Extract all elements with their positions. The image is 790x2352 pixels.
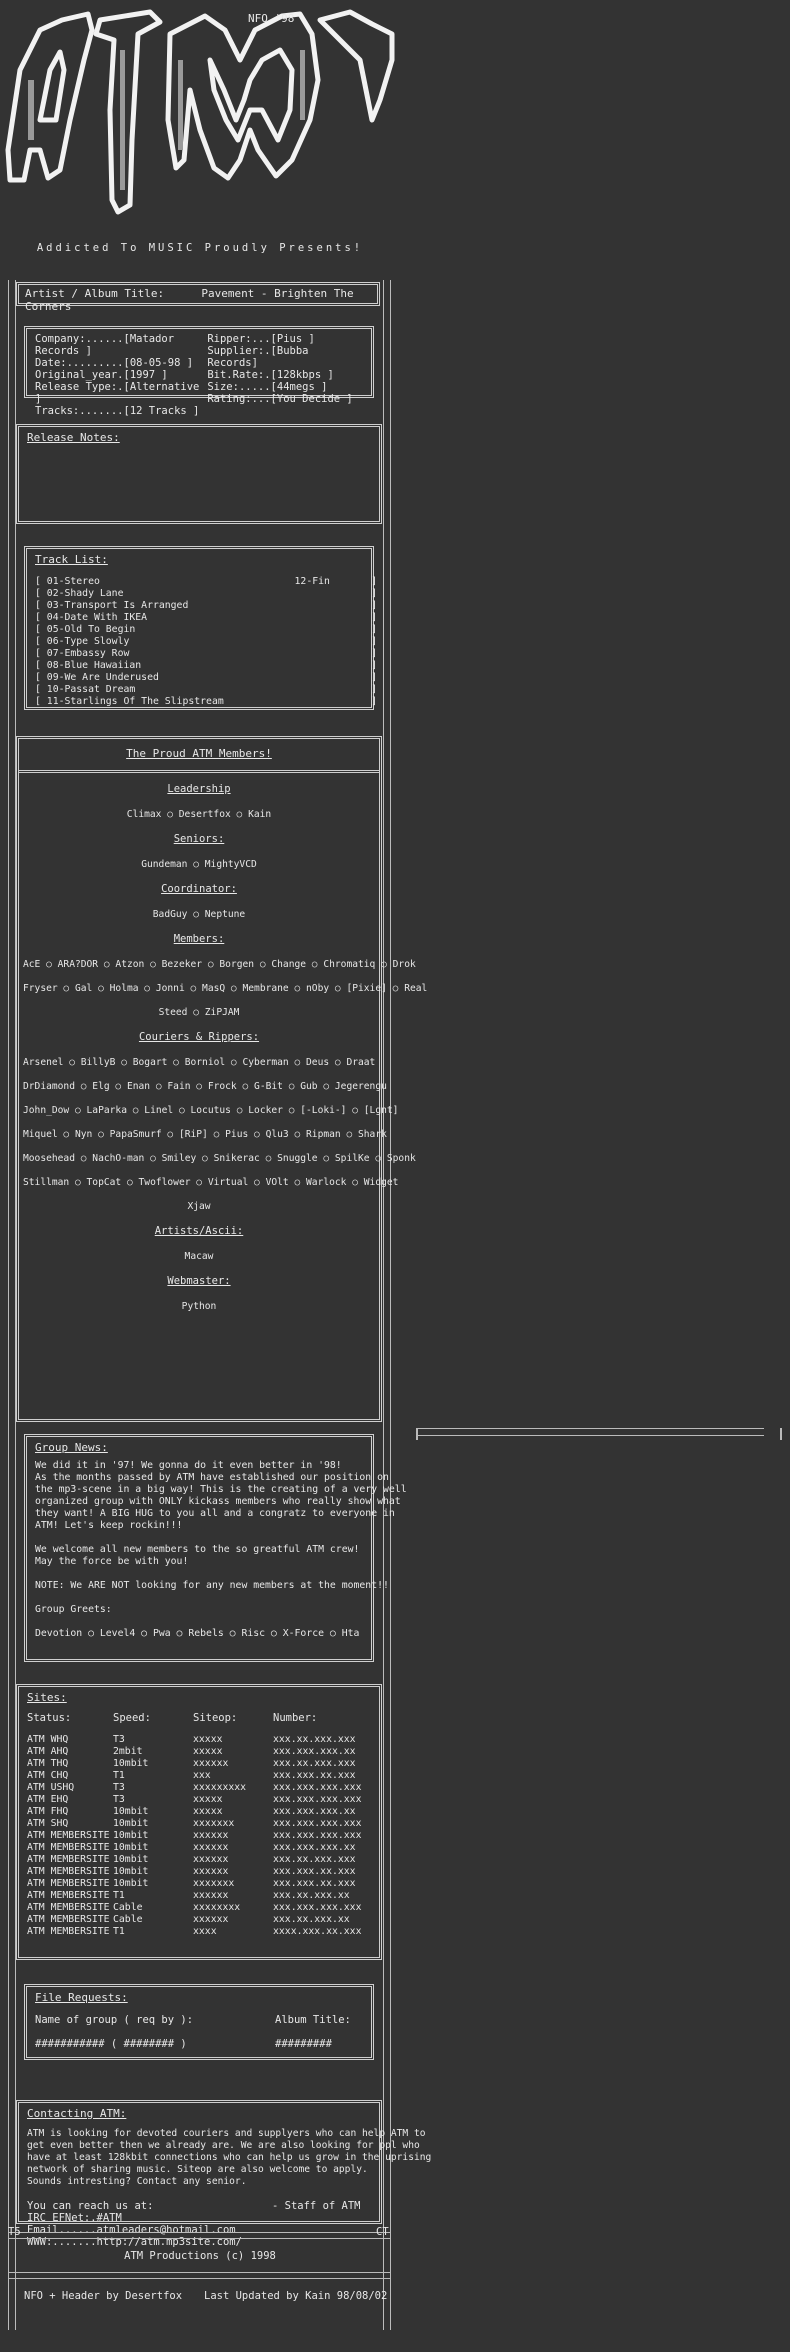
site-cell: xxxxxxxxx (193, 1782, 247, 1793)
site-row (27, 1878, 371, 1890)
nfo-label: NFO '98 (248, 12, 295, 25)
site-row (27, 1746, 371, 1758)
members-box (16, 736, 428, 1422)
site-cell: ATM EHQ (27, 1794, 69, 1805)
frame-rail-left (8, 280, 16, 2330)
member-names-line: Arsenel ○ BillyB ○ Bogart ○ Borniol ○ Cyberman ○ Deus ○ Draat (23, 1057, 376, 1068)
member-section-heading: Members: (173, 933, 225, 945)
footer-mark-right: CT (376, 2226, 389, 2238)
site-row (27, 1854, 371, 1866)
member-section-heading: Coordinator: (161, 883, 237, 895)
track-item: [ 03-Transport Is Arranged ] (35, 600, 378, 611)
site-cell: xxx.xxx.xxx.xx (273, 1842, 356, 1853)
site-cell: 10mbit (113, 1866, 149, 1877)
members-title: The Proud ATM Members! (126, 747, 272, 760)
track-item: [ 02-Shady Lane ] (35, 588, 378, 599)
atm-logo (0, 0, 400, 240)
site-cell: xxxxxx (193, 1866, 229, 1877)
member-sections (23, 783, 428, 1313)
footer-credit-left: NFO + Header by Desertfox (24, 2290, 183, 2302)
site-cell: xxxxxx (193, 1914, 229, 1925)
member-section-heading: Seniors: (173, 833, 225, 845)
track-item: [ 08-Blue Hawaiian ] (35, 660, 378, 671)
news-greets-label: Group Greets: (35, 1604, 112, 1615)
site-cell: ATM MEMBERSITE (27, 1926, 110, 1937)
news-box (24, 1434, 407, 1662)
site-row (27, 1830, 371, 1842)
side-divider-tick-right (780, 1428, 782, 1440)
contact-reach: You can reach us at: - Staff of ATM (27, 2200, 361, 2212)
site-cell: ATM MEMBERSITE (27, 1890, 110, 1901)
track-item: [ 09-We Are Underused ] (35, 672, 378, 683)
site-cell: T1 (113, 1890, 125, 1901)
info-date: Date:.........[08-05-98 ] (35, 357, 194, 369)
site-cell: ATM MEMBERSITE (27, 1878, 110, 1889)
site-cell: xxx.xxx.xx.xxx (273, 1878, 356, 1889)
contact-title: Contacting ATM: (27, 2107, 127, 2120)
footer-rule-2 (8, 2272, 390, 2279)
site-cell: xxx (193, 1770, 211, 1781)
site-cell: xxx.xx.xxx.xxx (273, 1854, 356, 1865)
track-item: [ 01-Stereo 12-Fin ] (35, 576, 378, 587)
requests-labels: Name of group ( req by ): Album Title: (35, 2014, 351, 2026)
member-names-line: John_Dow ○ LaParka ○ Linel ○ Locutus ○ Locker ○ [-Loki-] ○ [Lgnt] (23, 1105, 399, 1116)
sites-title: Sites: (27, 1691, 67, 1704)
contact-body: ATM is looking for devoted couriers and supplyers who can help ATM to get even better then we already are. We are also looking for ppl who have at least 128kbit connections who can help us grow in the uprising network of sharing music. Siteop are also welcome to apply. Sounds intresting? Contact any senior. (27, 2128, 432, 2187)
side-divider (416, 1428, 764, 1436)
site-cell: 10mbit (113, 1878, 149, 1889)
footer-mark-left: T5 (8, 2226, 21, 2238)
site-cell: xxxx (193, 1926, 217, 1937)
site-cell: T3 (113, 1782, 125, 1793)
site-cell: 10mbit (113, 1818, 149, 1829)
info-original-year: Original_year.[1997 ] (35, 369, 168, 381)
footer-productions: ATM Productions (c) 1998 (124, 2250, 276, 2262)
site-cell: Cable (113, 1902, 143, 1913)
site-cell: ATM MEMBERSITE (27, 1902, 110, 1913)
site-cell: xxxxxx (193, 1854, 229, 1865)
site-cell: ATM CHQ (27, 1770, 69, 1781)
site-cell: T1 (113, 1926, 125, 1937)
site-cell: xxx.xxx.xxx.xx (273, 1806, 356, 1817)
site-cell: ATM MEMBERSITE (27, 1914, 110, 1925)
site-cell: xxx.xxx.xxx.xxx (273, 1782, 362, 1793)
member-section-heading: Webmaster: (167, 1275, 231, 1287)
site-row (27, 1890, 371, 1902)
site-cell: xxxxx (193, 1734, 223, 1745)
site-cell: T3 (113, 1794, 125, 1805)
info-right (207, 333, 363, 417)
site-row (27, 1818, 371, 1830)
track-item: [ 11-Starlings Of The Slipstream ] (35, 696, 378, 707)
site-cell: ATM THQ (27, 1758, 69, 1769)
site-cell: Cable (113, 1914, 143, 1925)
track-item: [ 07-Embassy Row ] (35, 648, 378, 659)
site-cell: 10mbit (113, 1854, 149, 1865)
site-cell: xxxxxx (193, 1842, 229, 1853)
site-row (27, 1902, 371, 1914)
site-row (27, 1866, 371, 1878)
site-cell: ATM MEMBERSITE (27, 1866, 110, 1877)
sites-table (27, 1734, 371, 1938)
site-cell: xxxxxxxx (193, 1902, 241, 1913)
site-row (27, 1926, 371, 1938)
contact-www-link[interactable]: WWW:.......http://atm.mp3site.com/ (27, 2236, 242, 2248)
info-supplier: Supplier:.[Bubba Records] (207, 345, 309, 369)
title-value: Pavement - Brighten The Corners (25, 287, 354, 313)
contact-email[interactable]: Email......atmleaders@hotmail.com (27, 2224, 236, 2236)
member-names-line: Stillman ○ TopCat ○ Twoflower ○ Virtual ○ VOlt ○ Warlock ○ Widget (23, 1177, 399, 1188)
site-cell: xxx.xxx.xxx.xxx (273, 1902, 362, 1913)
info-release-type: Release Type:.[Alternative ] (35, 381, 200, 405)
site-cell: xxx.xx.xxx.xxx (273, 1758, 356, 1769)
site-row (27, 1782, 371, 1794)
site-cell: xxx.xxx.xxx.xx (273, 1746, 356, 1757)
release-notes-box (16, 424, 382, 524)
site-cell: xxxxxx (193, 1830, 229, 1841)
release-notes-title: Release Notes: (27, 431, 120, 444)
site-row (27, 1794, 371, 1806)
tagline: Addicted To MUSIC Proudly Presents! (36, 242, 364, 254)
info-size: Size:.....[44megs ] (207, 381, 328, 393)
member-section-heading: Artists/Ascii: (154, 1225, 244, 1237)
info-company: Company:......[Matador Records ] (35, 333, 175, 357)
member-names-line: Steed ○ ZiPJAM (158, 1007, 240, 1018)
member-names-line: AcE ○ ARA?DOR ○ Atzon ○ Bezeker ○ Borgen ○ Change ○ Chromatiq ○ Drok (23, 959, 416, 970)
footer-credit-right: Last Updated by Kain 98/08/02 (204, 2290, 388, 2302)
site-cell: xxxxx (193, 1746, 223, 1757)
member-names-line: Gundeman ○ MightyVCD (141, 859, 257, 870)
member-names-line: Xjaw (187, 1201, 211, 1212)
track-item: [ 05-Old To Begin ] (35, 624, 378, 635)
site-cell: 2mbit (113, 1746, 143, 1757)
tracklist-box (24, 546, 378, 710)
requests-box (24, 1984, 374, 2060)
footer-rule (8, 2232, 390, 2239)
site-cell: xxx.xxx.xx.xxx (273, 1770, 356, 1781)
site-cell: xxxxx (193, 1794, 223, 1805)
site-cell: 10mbit (113, 1842, 149, 1853)
site-cell: ATM AHQ (27, 1746, 69, 1757)
member-names-line: Climax ○ Desertfox ○ Kain (126, 809, 272, 820)
site-cell: xxx.xx.xxx.xx (273, 1914, 350, 1925)
site-row (27, 1914, 371, 1926)
site-cell: xxxxxxx (193, 1818, 235, 1829)
site-cell: ATM MEMBERSITE (27, 1842, 110, 1853)
site-cell: xxxxxx (193, 1890, 229, 1901)
site-cell: ATM USHQ (27, 1782, 75, 1793)
title-label: Artist / Album Title: (25, 287, 165, 300)
member-names-line: Moosehead ○ NachO-man ○ Smiley ○ Snikerac ○ Snuggle ○ SpilKe ○ Sponk (23, 1153, 416, 1164)
frame-rail-right (383, 280, 391, 2330)
info-bitrate: Bit.Rate:.[128kbps ] (207, 369, 334, 381)
sites-box (16, 1684, 382, 1960)
news-note: NOTE: We ARE NOT looking for any new members at the moment!! (35, 1580, 389, 1591)
site-cell: xxx.xxx.xxx.xxx (273, 1794, 362, 1805)
track-item: [ 06-Type Slowly ] (35, 636, 378, 647)
site-cell: 10mbit (113, 1830, 149, 1841)
info-ripper: Ripper:...[Pius ] (207, 333, 315, 345)
member-names-line: Fryser ○ Gal ○ Holma ○ Jonni ○ MasQ ○ Membrane ○ nOby ○ [Pixie] ○ Real (23, 983, 428, 994)
requests-title: File Requests: (35, 1991, 128, 2004)
member-names-line: BadGuy ○ Neptune (152, 909, 246, 920)
site-cell: xxx.xxx.xxx.xxx (273, 1830, 362, 1841)
site-row (27, 1842, 371, 1854)
site-row (27, 1758, 371, 1770)
site-cell: T3 (113, 1734, 125, 1745)
site-row (27, 1734, 371, 1746)
contact-irc: IRC EFNet:.#ATM (27, 2212, 122, 2224)
member-names-line: Macaw (184, 1251, 214, 1262)
news-paragraph-2: We welcome all new members to the so greatful ATM crew! May the force be with you! (35, 1544, 360, 1567)
contact-box (16, 2100, 432, 2248)
site-cell: xxxxxx (193, 1758, 229, 1769)
site-cell: ATM MEMBERSITE (27, 1854, 110, 1865)
requests-values: ########### ( ######## ) ######### (35, 2038, 332, 2050)
info-box (24, 326, 374, 417)
site-cell: ATM FHQ (27, 1806, 69, 1817)
info-rating: Rating:...[You Decide ] (207, 393, 353, 405)
site-cell: xxxx.xxx.xx.xxx (273, 1926, 362, 1937)
member-section-heading: Couriers & Rippers: (138, 1031, 260, 1043)
site-cell: xxx.xxx.xxx.xxx (273, 1818, 362, 1829)
member-section-heading: Leadership (167, 783, 231, 795)
info-left (35, 333, 207, 417)
site-cell: ATM WHQ (27, 1734, 69, 1745)
sites-header: Status: Speed: Siteop: Number: (27, 1712, 318, 1724)
title-box (16, 282, 380, 313)
member-names-line: Python (181, 1301, 217, 1312)
site-cell: T1 (113, 1770, 125, 1781)
member-names-line: DrDiamond ○ Elg ○ Enan ○ Fain ○ Frock ○ G-Bit ○ Gub ○ Jegerengu (23, 1081, 387, 1092)
site-cell: ATM SHQ (27, 1818, 69, 1829)
site-cell: ATM MEMBERSITE (27, 1830, 110, 1841)
site-row (27, 1806, 371, 1818)
site-cell: xxxxx (193, 1806, 223, 1817)
site-cell: xxx.xxx.xx.xxx (273, 1866, 356, 1877)
site-cell: 10mbit (113, 1806, 149, 1817)
side-divider-tick-left (416, 1428, 418, 1440)
news-greets: Devotion ○ Level4 ○ Pwa ○ Rebels ○ Risc ○ X-Force ○ Hta (35, 1628, 360, 1639)
site-row (27, 1770, 371, 1782)
track-item: [ 10-Passat Dream ] (35, 684, 378, 695)
track-list (35, 576, 378, 708)
news-paragraph-1: We did it in '97! We gonna do it even better in '98! As the months passed by ATM have established our position on the mp3-scene in a big way! This is the creating of a very well organized group with ONLY kickass members who really show what they want! A BIG HUG to you all and a congratz to everyone in ATM! Let's keep rockin!!! (35, 1460, 407, 1531)
site-cell: xxx.xx.xxx.xx (273, 1890, 350, 1901)
info-tracks: Tracks:.......[12 Tracks ] (35, 405, 200, 417)
tracklist-title: Track List: (35, 553, 108, 566)
site-cell: xxxxxxx (193, 1878, 235, 1889)
news-title: Group News: (35, 1441, 108, 1454)
member-names-line: Miquel ○ Nyn ○ PapaSmurf ○ [RiP] ○ Pius ○ Qlu3 ○ Ripman ○ Shark (23, 1129, 387, 1140)
track-item: [ 04-Date With IKEA ] (35, 612, 378, 623)
site-cell: 10mbit (113, 1758, 149, 1769)
site-cell: xxx.xx.xxx.xxx (273, 1734, 356, 1745)
